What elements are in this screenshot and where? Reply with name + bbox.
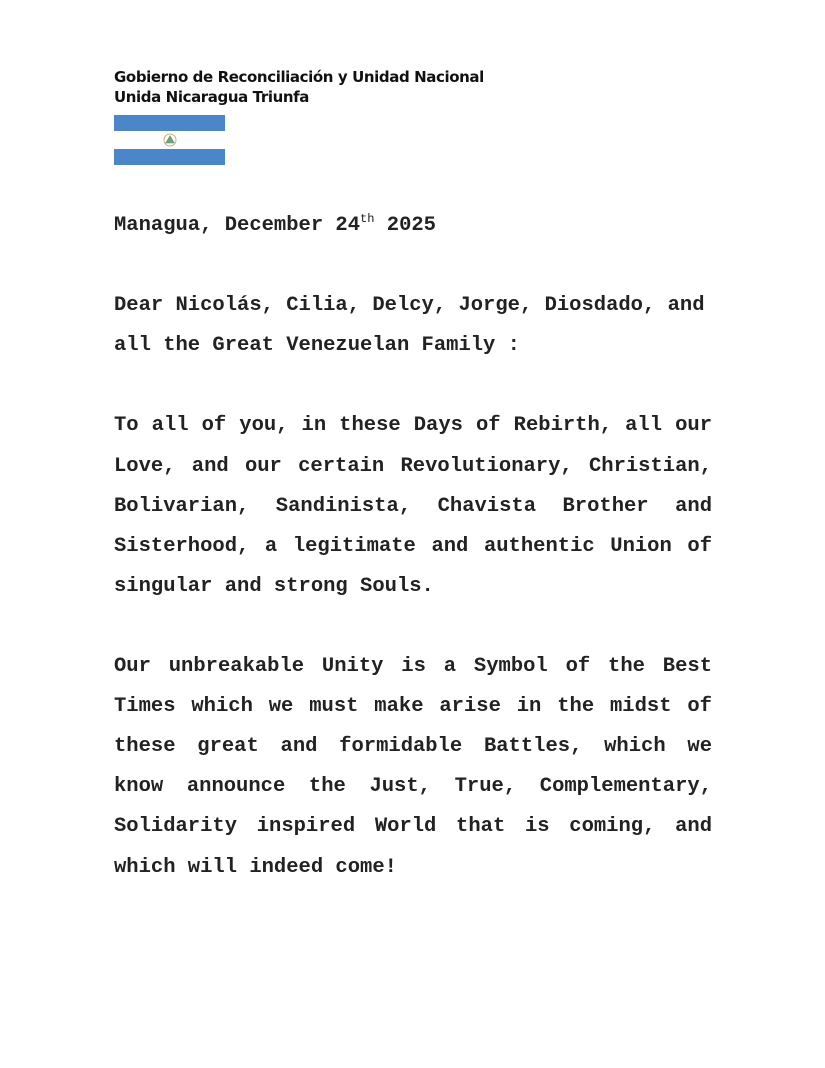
letter-body xyxy=(114,206,712,928)
nicaragua-flag-icon xyxy=(114,115,225,165)
date-text: Managua, December 24 xyxy=(114,214,361,237)
date-year: 2025 xyxy=(386,214,436,237)
letter-paragraph-2: Our unbreakable Unity is a Symbol of the Best Times which we must make arise in the midst of these great and formidable Battles, which we know announce the Just, True, Complementary, Solidarity inspired World that is coming, and which will indeed come! xyxy=(114,655,712,879)
flag-top-stripe xyxy=(114,115,225,131)
letterhead-government-name: Gobierno de Reconciliación y Unidad Nacional xyxy=(114,68,484,86)
letterhead xyxy=(114,67,484,107)
date-ordinal-suffix: th xyxy=(360,212,375,226)
flag-middle-stripe xyxy=(114,131,225,149)
letterhead-slogan: Unida Nicaragua Triunfa xyxy=(114,88,309,106)
letter-date xyxy=(114,206,712,246)
coat-of-arms-icon xyxy=(163,133,177,147)
letter-paragraph-1: To all of you, in these Days of Rebirth, all our Love, and our certain Revolutionary, Christian, Bolivarian, Sandinista, Chavista Brother and Sisterhood, a legitimate and authentic Union of singular and strong Souls. xyxy=(114,414,712,598)
letter-salutation: Dear Nicolás, Cilia, Delcy, Jorge, Diosdado, and all the Great Venezuelan Family : xyxy=(114,294,705,358)
flag-bottom-stripe xyxy=(114,149,225,165)
